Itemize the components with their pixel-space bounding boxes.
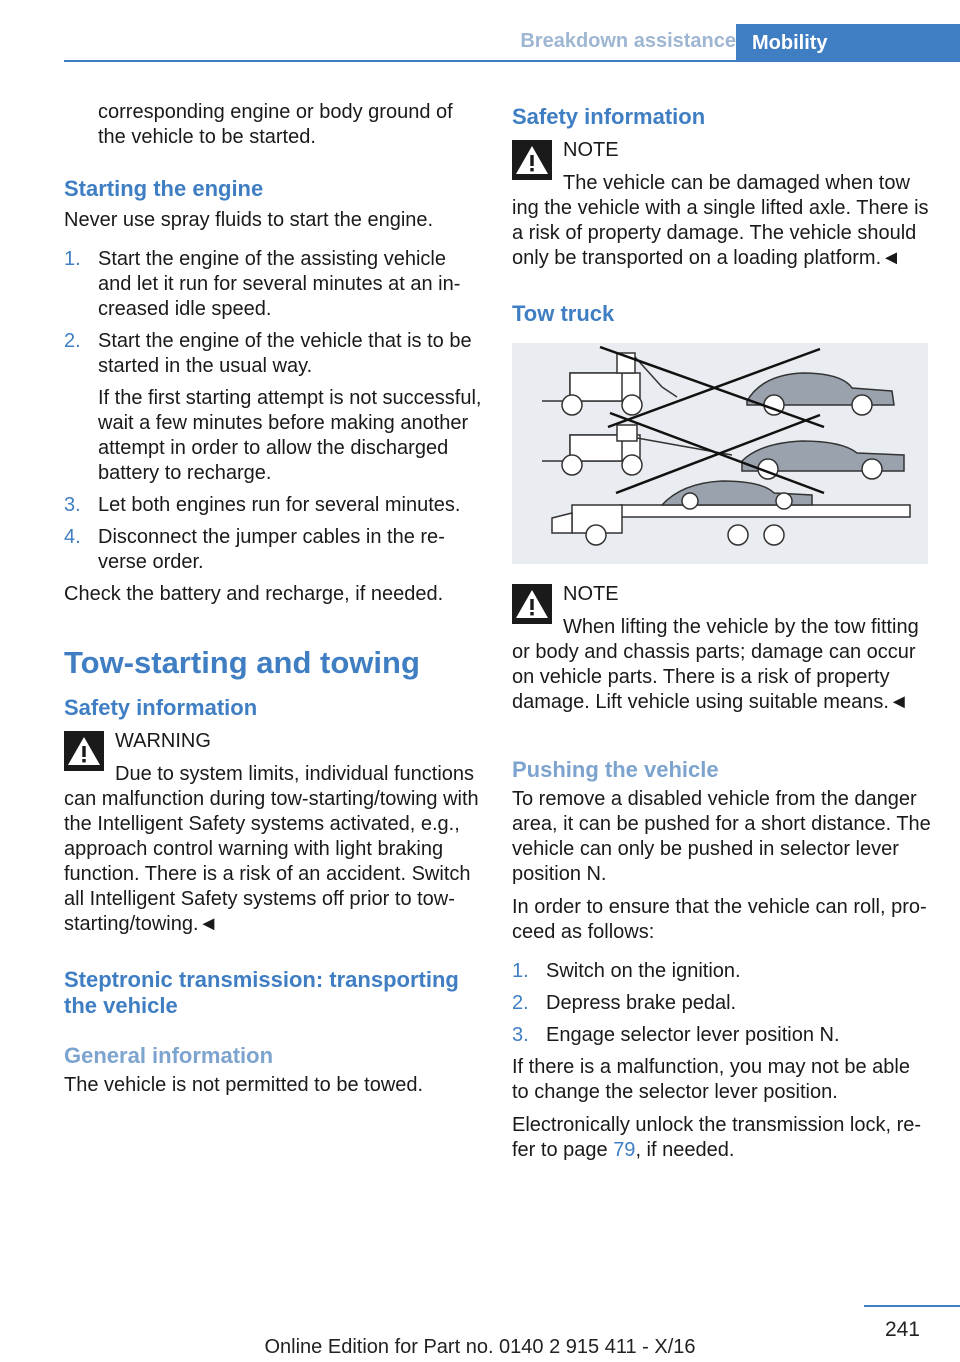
list-item	[64, 493, 482, 518]
safety-info-heading-right: Safety information	[512, 104, 706, 129]
page-79-link[interactable]: 79	[613, 1139, 636, 1161]
list-item	[64, 247, 482, 322]
general-info-heading: General information	[64, 1043, 274, 1068]
header-chapter-tab: Mobility	[736, 24, 960, 62]
starting-steps-list	[64, 247, 482, 575]
unlock-text	[512, 1113, 932, 1163]
steptronic-heading: Steptronic transmission: transporting the vehicle	[64, 967, 459, 1018]
right-column	[512, 100, 932, 1163]
list-item	[512, 1023, 932, 1048]
unlock-text-before: Electronically unlock the transmission lock, refer to page	[512, 1114, 922, 1161]
general-info-text: The vehicle is not permitted to be towed.	[64, 1074, 424, 1096]
note-title: NOTE	[563, 139, 619, 161]
pushing-vehicle-heading: Pushing the vehicle	[512, 757, 719, 782]
pushing-steps-list	[512, 959, 932, 1048]
step-text: Switch on the ignition.	[546, 960, 741, 982]
step-number: 1.	[64, 248, 81, 270]
step-number: 4.	[64, 526, 81, 548]
step-number: 3.	[64, 494, 81, 516]
tow-starting-heading: Tow-starting and towing	[64, 645, 420, 680]
starting-engine-text: Never use spray fluids to start the engine.	[64, 209, 434, 231]
header-section-title: Breakdown assistance	[520, 30, 736, 52]
unlock-text-after: , if needed.	[635, 1139, 735, 1161]
malfunction-text: If there is a malfunction, you may not be able to change the selector lever position.	[512, 1056, 910, 1103]
warning-title: WARNING	[115, 730, 211, 752]
list-item	[64, 525, 482, 575]
pushing-text-1: To remove a disabled vehicle from the danger area, it can be pushed for a short distance. The vehicle can only be pushed in selector lever position N.	[512, 788, 931, 885]
step-extra-text: If the first starting attempt is not successful, wait a few minutes before making another attempt in order to allow the discharged battery to recharge.	[98, 387, 482, 484]
step-number: 3.	[512, 1024, 529, 1046]
footer-rule	[864, 1305, 960, 1307]
note-block	[512, 138, 932, 271]
warning-text: can malfunction during tow-starting/towing with the Intelligent Safety systems activated, e.g., approach control warning with light braking function. There is a risk of an accident. Switch all Intelligent Safety systems off prior to tow-starting/towing.◄	[64, 788, 479, 935]
note-first-line: The vehicle can be damaged when tow	[563, 172, 910, 194]
warning-icon	[512, 584, 552, 624]
warning-first-line: Due to system limits, individual functions	[115, 763, 475, 785]
tow-truck-heading: Tow truck	[512, 301, 615, 326]
starting-engine-heading: Starting the engine	[64, 176, 264, 201]
note-block-2	[512, 582, 932, 715]
note-text: ing the vehicle with a single lifted axle. There is a risk of property damage. The vehicle should only be transported on a loading platform.◄	[512, 197, 929, 269]
step-number: 1.	[512, 960, 529, 982]
tow-truck-row-1	[542, 353, 894, 415]
warning-block	[64, 729, 482, 937]
step-text: Depress brake pedal.	[546, 992, 737, 1014]
tow-truck-diagram	[512, 343, 928, 564]
warning-icon	[64, 731, 104, 771]
page-header	[0, 24, 960, 62]
left-column	[64, 100, 482, 1098]
note-title: NOTE	[563, 583, 619, 605]
step-text: Start the engine of the vehicle that is to be started in the usual way.	[98, 330, 472, 377]
step-number: 2.	[64, 330, 81, 352]
step-text: Disconnect the jumper cables in the reverse order.	[98, 526, 445, 573]
tow-truck-illustration	[512, 343, 928, 564]
list-item	[512, 991, 932, 1016]
safety-info-heading-left: Safety information	[64, 695, 258, 720]
warning-icon	[512, 140, 552, 180]
note-text: or body and chassis parts; damage can occur on vehicle parts. There is a risk of property damage. Lift vehicle using suitable means.◄	[512, 641, 916, 713]
list-item	[512, 959, 932, 984]
step-number: 2.	[512, 992, 529, 1014]
header-rule	[64, 60, 960, 62]
step-text: Start the engine of the assisting vehicle and let it run for several minutes at an increased idle speed.	[98, 248, 461, 320]
list-item	[64, 329, 482, 486]
step-text: Engage selector lever position N.	[546, 1024, 840, 1046]
pushing-text-2: In order to ensure that the vehicle can roll, proceed as follows:	[512, 896, 927, 943]
note-first-line: When lifting the vehicle by the tow fitting	[563, 616, 919, 638]
tow-truck-row-3	[552, 481, 910, 545]
check-battery-text: Check the battery and recharge, if needed.	[64, 583, 444, 605]
page-number: 241	[884, 1318, 920, 1341]
step-text: Let both engines run for several minutes.	[98, 494, 461, 516]
footer-edition: Online Edition for Part no. 0140 2 915 411 - X/16	[264, 1336, 696, 1358]
intro-text: corresponding engine or body ground of the vehicle to be started.	[98, 101, 453, 148]
